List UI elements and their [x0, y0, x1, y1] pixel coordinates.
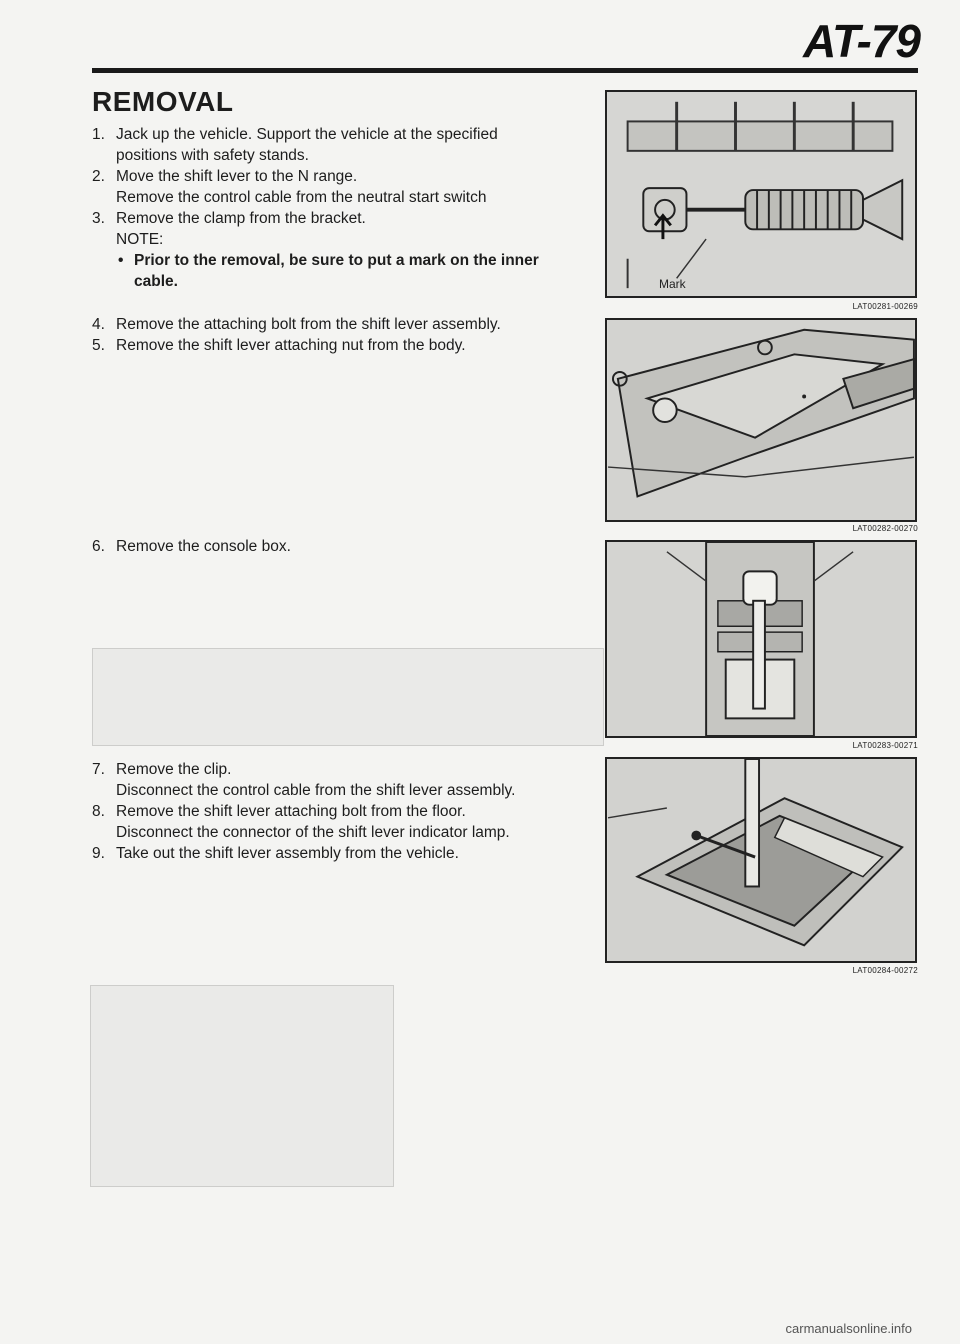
step-line: Jack up the vehicle. Support the vehicle at the specified — [116, 126, 498, 143]
note-line: cable. — [134, 273, 178, 290]
step-1 — [92, 124, 584, 166]
figure-code: LAT00281-00269 — [852, 302, 918, 311]
step-line: Remove the shift lever attaching nut from the body. — [116, 337, 466, 354]
step-line: Take out the shift lever assembly from the vehicle. — [116, 845, 459, 862]
figure-code: LAT00284-00272 — [852, 966, 918, 975]
step-line: Disconnect the connector of the shift lever indicator lamp. — [116, 824, 510, 841]
mark-label: Mark — [659, 277, 686, 291]
show-through-box — [92, 648, 604, 746]
step-line: Move the shift lever to the N range. — [116, 168, 358, 185]
step-3 — [92, 208, 584, 229]
step-line: Remove the control cable from the neutral start switch — [116, 189, 487, 206]
step-line: Remove the clamp from the bracket. — [116, 210, 366, 227]
step-9 — [92, 843, 584, 864]
steps-group-1 — [92, 124, 584, 292]
step-4 — [92, 314, 584, 335]
step-2 — [92, 166, 584, 208]
cable-illustration — [607, 92, 915, 296]
page-code: AT-79 — [803, 15, 920, 67]
note-bullet — [92, 250, 584, 292]
step-8 — [92, 801, 584, 843]
figure-shift-lever-assembly — [605, 757, 917, 963]
figure-console-box — [605, 540, 917, 738]
footer-site: carmanualsonline.info — [785, 1321, 912, 1336]
step-line: Remove the clip. — [116, 761, 232, 778]
steps-group-2 — [92, 314, 584, 356]
step-number: 5. — [92, 337, 105, 354]
step-line: Disconnect the control cable from the shift lever assembly. — [116, 782, 516, 799]
step-7 — [92, 759, 584, 801]
header-rule — [92, 68, 918, 73]
step-number: 2. — [92, 168, 105, 185]
steps-group-3 — [92, 536, 584, 557]
step-line: Remove the shift lever attaching bolt from the floor. — [116, 803, 466, 820]
step-number: 3. — [92, 210, 105, 227]
show-through-image — [90, 985, 394, 1187]
figure-code: LAT00282-00270 — [852, 524, 918, 533]
step-number: 7. — [92, 761, 105, 778]
note-label: NOTE: — [116, 231, 164, 248]
step-line: Remove the console box. — [116, 538, 291, 555]
bracket-illustration — [607, 320, 915, 520]
step-6 — [92, 536, 584, 557]
step-number: 1. — [92, 126, 105, 143]
figure-control-cable-mark — [605, 90, 917, 298]
step-number: 6. — [92, 538, 105, 555]
steps-group-4 — [92, 759, 584, 864]
figure-code: LAT00283-00271 — [852, 741, 918, 750]
step-number: 9. — [92, 845, 105, 862]
note-line: Prior to the removal, be sure to put a mark on the inner — [134, 252, 539, 269]
step-number: 4. — [92, 316, 105, 333]
lever-assembly-illustration — [607, 759, 915, 961]
console-illustration — [607, 542, 915, 736]
step-number: 8. — [92, 803, 105, 820]
step-line: positions with safety stands. — [116, 147, 309, 164]
step-line: Remove the attaching bolt from the shift lever assembly. — [116, 316, 501, 333]
section-title: REMOVAL — [92, 86, 234, 117]
bullet-dot: • — [118, 252, 124, 269]
step-5 — [92, 335, 584, 356]
figure-shift-lever-bracket — [605, 318, 917, 522]
